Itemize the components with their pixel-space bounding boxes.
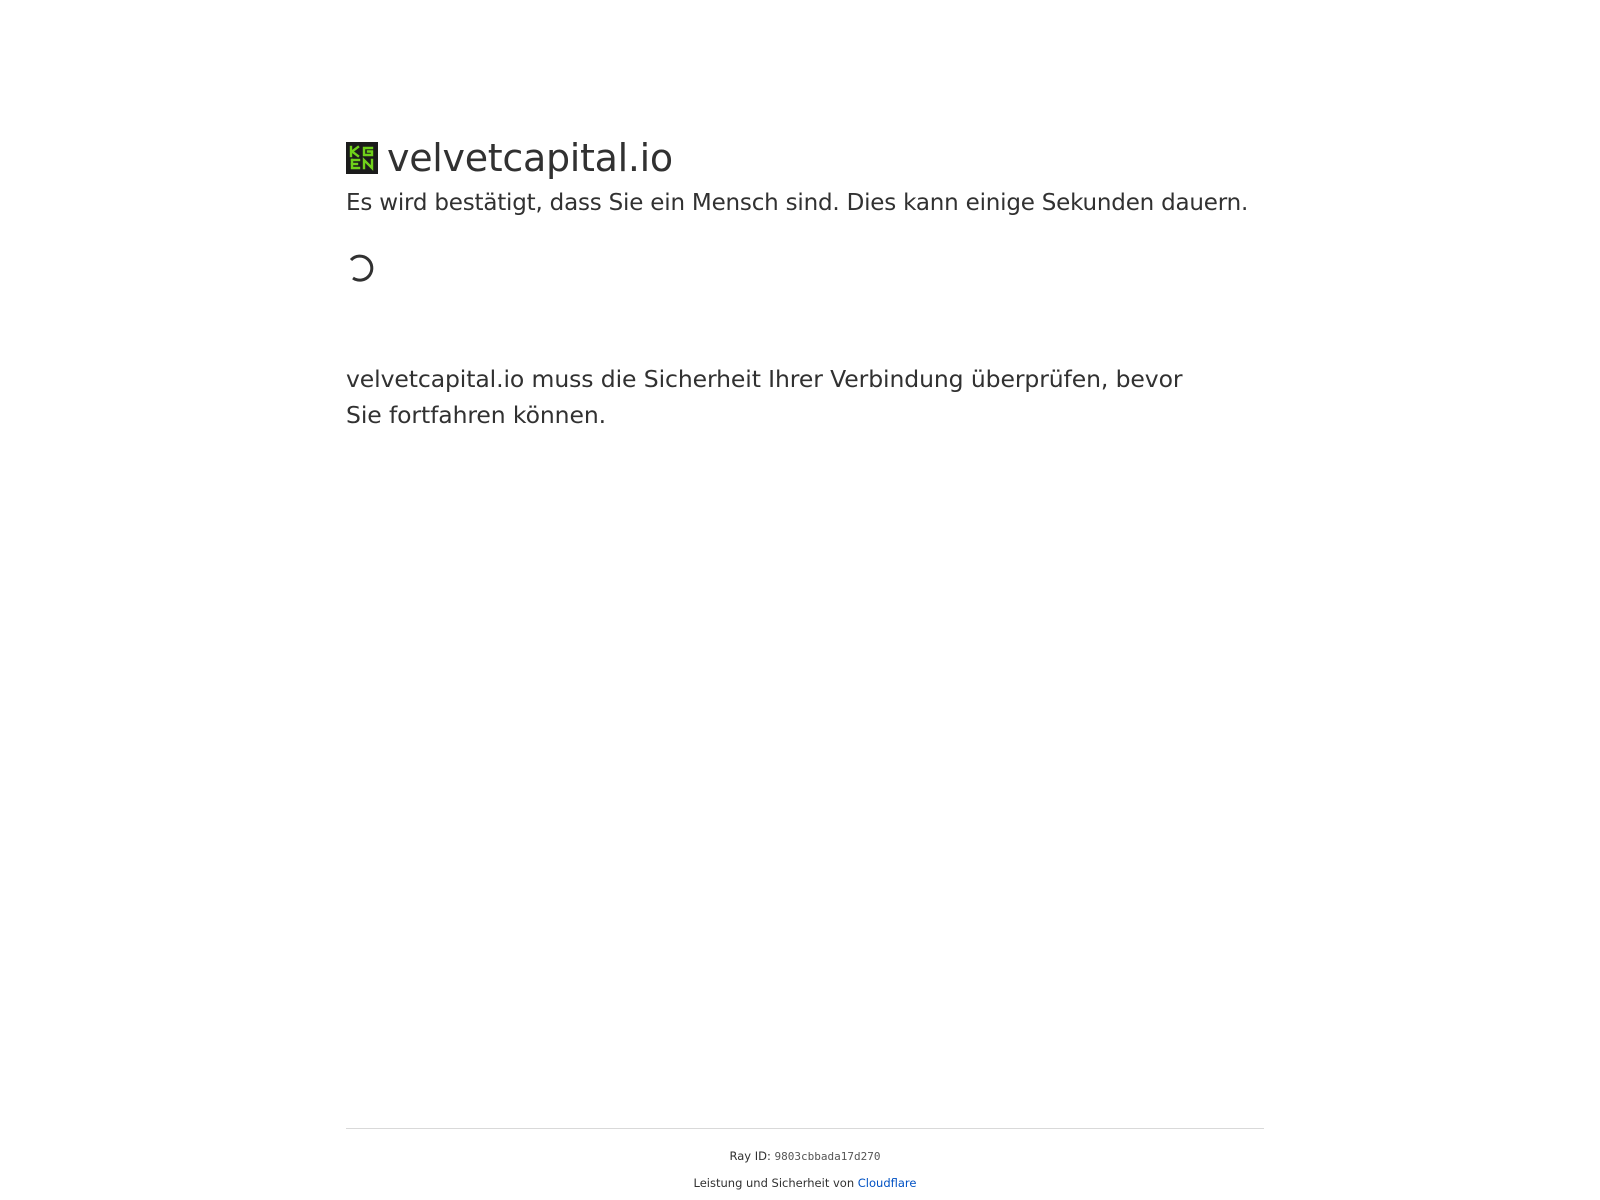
- site-favicon-icon: [346, 142, 378, 174]
- performance-line: [346, 1175, 1264, 1191]
- loading-spinner-icon: [346, 254, 376, 284]
- ray-id-value: 9803cbbada17d270: [774, 1150, 881, 1163]
- performance-label: Leistung und Sicherheit von: [693, 1176, 855, 1190]
- ray-id-label: Ray ID:: [729, 1149, 771, 1163]
- security-description: velvetcapital.io muss die Sicherheit Ihrer Verbindung überprüfen, bevor Sie fortfahren können.: [346, 365, 1183, 429]
- page-footer: [346, 1128, 1264, 1191]
- ray-id-line: [346, 1148, 1264, 1165]
- site-header: [346, 133, 1266, 183]
- verification-subtitle: Es wird bestätigt, dass Sie ein Mensch sind. Dies kann einige Sekunden dauern.: [346, 190, 1249, 216]
- challenge-main: [346, 133, 1266, 433]
- cloudflare-link[interactable]: Cloudflare: [857, 1176, 917, 1190]
- site-name: velvetcapital.io: [387, 136, 673, 180]
